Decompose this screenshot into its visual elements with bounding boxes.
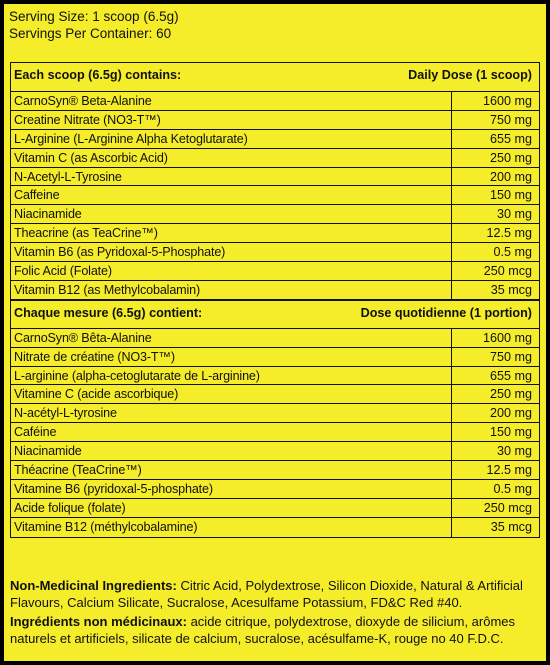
nutrient-amount: 250 mg — [451, 149, 539, 167]
nutrient-amount: 35 mcg — [451, 281, 539, 299]
nutrient-amount: 250 mcg — [451, 499, 539, 517]
french-rows — [11, 329, 539, 537]
supplement-facts-label — [4, 4, 546, 661]
english-header-left: Each scoop (6.5g) contains: — [14, 68, 182, 82]
nutrient-name: Acide folique (folate) — [14, 500, 126, 515]
ingredients-english-text: Citric Acid, Polydextrose, Silicon Dioxide, Natural & Artificial Flavours, Calcium Silicate, Sucralose, Acesulfame Potassium, FD&C Red #40. — [10, 578, 523, 610]
nutrient-row — [11, 281, 539, 300]
nutrient-row — [11, 423, 539, 442]
nutrient-amount: 12.5 mg — [451, 224, 539, 242]
nutrient-row — [11, 404, 539, 423]
nutrient-amount: 0.5 mg — [451, 243, 539, 261]
nutrient-amount: 30 mg — [451, 205, 539, 223]
english-header — [11, 63, 539, 87]
nutrient-row — [11, 92, 539, 111]
nutrient-name: Vitamin B12 (as Methylcobalamin) — [14, 282, 201, 297]
nutrient-amount: 250 mcg — [451, 262, 539, 280]
nutrient-row — [11, 130, 539, 149]
serving-size: Serving Size: 1 scoop (6.5g) — [9, 9, 179, 24]
nutrient-row — [11, 224, 539, 243]
nutrient-row — [11, 461, 539, 480]
ingredients-english — [10, 578, 542, 611]
nutrient-amount: 655 mg — [451, 130, 539, 148]
french-header-left: Chaque mesure (6.5g) contient: — [14, 305, 203, 320]
french-header — [11, 300, 539, 324]
nutrient-name: Vitamine B12 (méthylcobalamine) — [14, 519, 198, 534]
nutrient-amount: 30 mg — [451, 442, 539, 460]
nutrient-name: Caféine — [14, 425, 57, 440]
nutrient-name: Nitrate de créatine (NO3-T™) — [14, 349, 175, 364]
nutrient-row — [11, 149, 539, 168]
nutrient-name: Vitamine B6 (pyridoxal-5-phosphate) — [14, 481, 213, 496]
nutrient-name: Creatine Nitrate (NO3-T™) — [14, 112, 161, 127]
nutrient-name: Niacinamide — [14, 444, 82, 459]
nutrient-row — [11, 442, 539, 461]
nutrient-name: Folic Acid (Folate) — [14, 264, 112, 279]
nutrient-table — [10, 62, 540, 538]
english-rows — [11, 92, 539, 300]
nutrient-amount: 150 mg — [451, 186, 539, 204]
nutrient-amount: 0.5 mg — [451, 480, 539, 498]
nutrient-row — [11, 168, 539, 187]
serving-info — [9, 8, 539, 42]
french-header-right: Dose quotidienne (1 portion) — [360, 305, 532, 320]
ingredients-french — [10, 614, 542, 647]
nutrient-row — [11, 205, 539, 224]
nutrient-amount: 200 mg — [451, 168, 539, 186]
nutrient-name: Caffeine — [14, 188, 60, 203]
nutrient-row — [11, 385, 539, 404]
nutrient-row — [11, 111, 539, 130]
nutrient-name: Théacrine (TeaCrine™) — [14, 463, 142, 478]
nutrient-name: N-acétyl-L-tyrosine — [14, 406, 117, 421]
nutrient-name: Vitamine C (acide ascorbique) — [14, 387, 179, 402]
english-header-right: Daily Dose (1 scoop) — [408, 68, 532, 82]
nutrient-amount: 12.5 mg — [451, 461, 539, 479]
nutrient-row — [11, 518, 539, 537]
nutrient-name: N-Acetyl-L-Tyrosine — [14, 169, 122, 184]
nutrient-name: L-arginine (alpha-cetoglutarate de L-arginine) — [14, 368, 260, 383]
ingredients-section — [10, 578, 542, 650]
ingredients-french-text: acide citrique, polydextrose, dioxyde de silicium, arômes naturels et artificiels, silicate de calcium, sucralose, acésulfame-K, rouge no 40 F.D.C. — [10, 614, 516, 646]
nutrient-row — [11, 329, 539, 348]
nutrient-row — [11, 243, 539, 262]
nutrient-name: CarnoSyn® Bêta-Alanine — [14, 330, 152, 345]
nutrient-name: L-Arginine (L-Arginine Alpha Ketoglutarate) — [14, 131, 248, 146]
nutrient-amount: 150 mg — [451, 423, 539, 441]
ingredients-french-label: Ingrédients non médicinaux: — [10, 614, 187, 630]
nutrient-name: Niacinamide — [14, 207, 82, 222]
nutrient-name: CarnoSyn® Beta-Alanine — [14, 94, 152, 108]
nutrient-name: Vitamin B6 (as Pyridoxal-5-Phosphate) — [14, 245, 226, 260]
nutrient-amount: 200 mg — [451, 404, 539, 422]
nutrient-row — [11, 367, 539, 386]
nutrient-amount: 750 mg — [451, 348, 539, 366]
nutrient-row — [11, 480, 539, 499]
nutrient-amount: 1600 mg — [451, 329, 539, 347]
nutrient-row — [11, 499, 539, 518]
ingredients-english-label: Non-Medicinal Ingredients: — [10, 578, 177, 593]
nutrient-row — [11, 186, 539, 205]
nutrient-amount: 1600 mg — [451, 92, 539, 110]
nutrient-amount: 750 mg — [451, 111, 539, 129]
nutrient-row — [11, 262, 539, 281]
servings-per-container: Servings Per Container: 60 — [9, 26, 172, 41]
nutrient-name: Vitamin C (as Ascorbic Acid) — [14, 150, 168, 165]
nutrient-name: Theacrine (as TeaCrine™) — [14, 226, 158, 241]
nutrient-row — [11, 348, 539, 367]
nutrient-amount: 655 mg — [451, 367, 539, 385]
nutrient-amount: 250 mg — [451, 385, 539, 403]
nutrient-amount: 35 mcg — [451, 518, 539, 537]
